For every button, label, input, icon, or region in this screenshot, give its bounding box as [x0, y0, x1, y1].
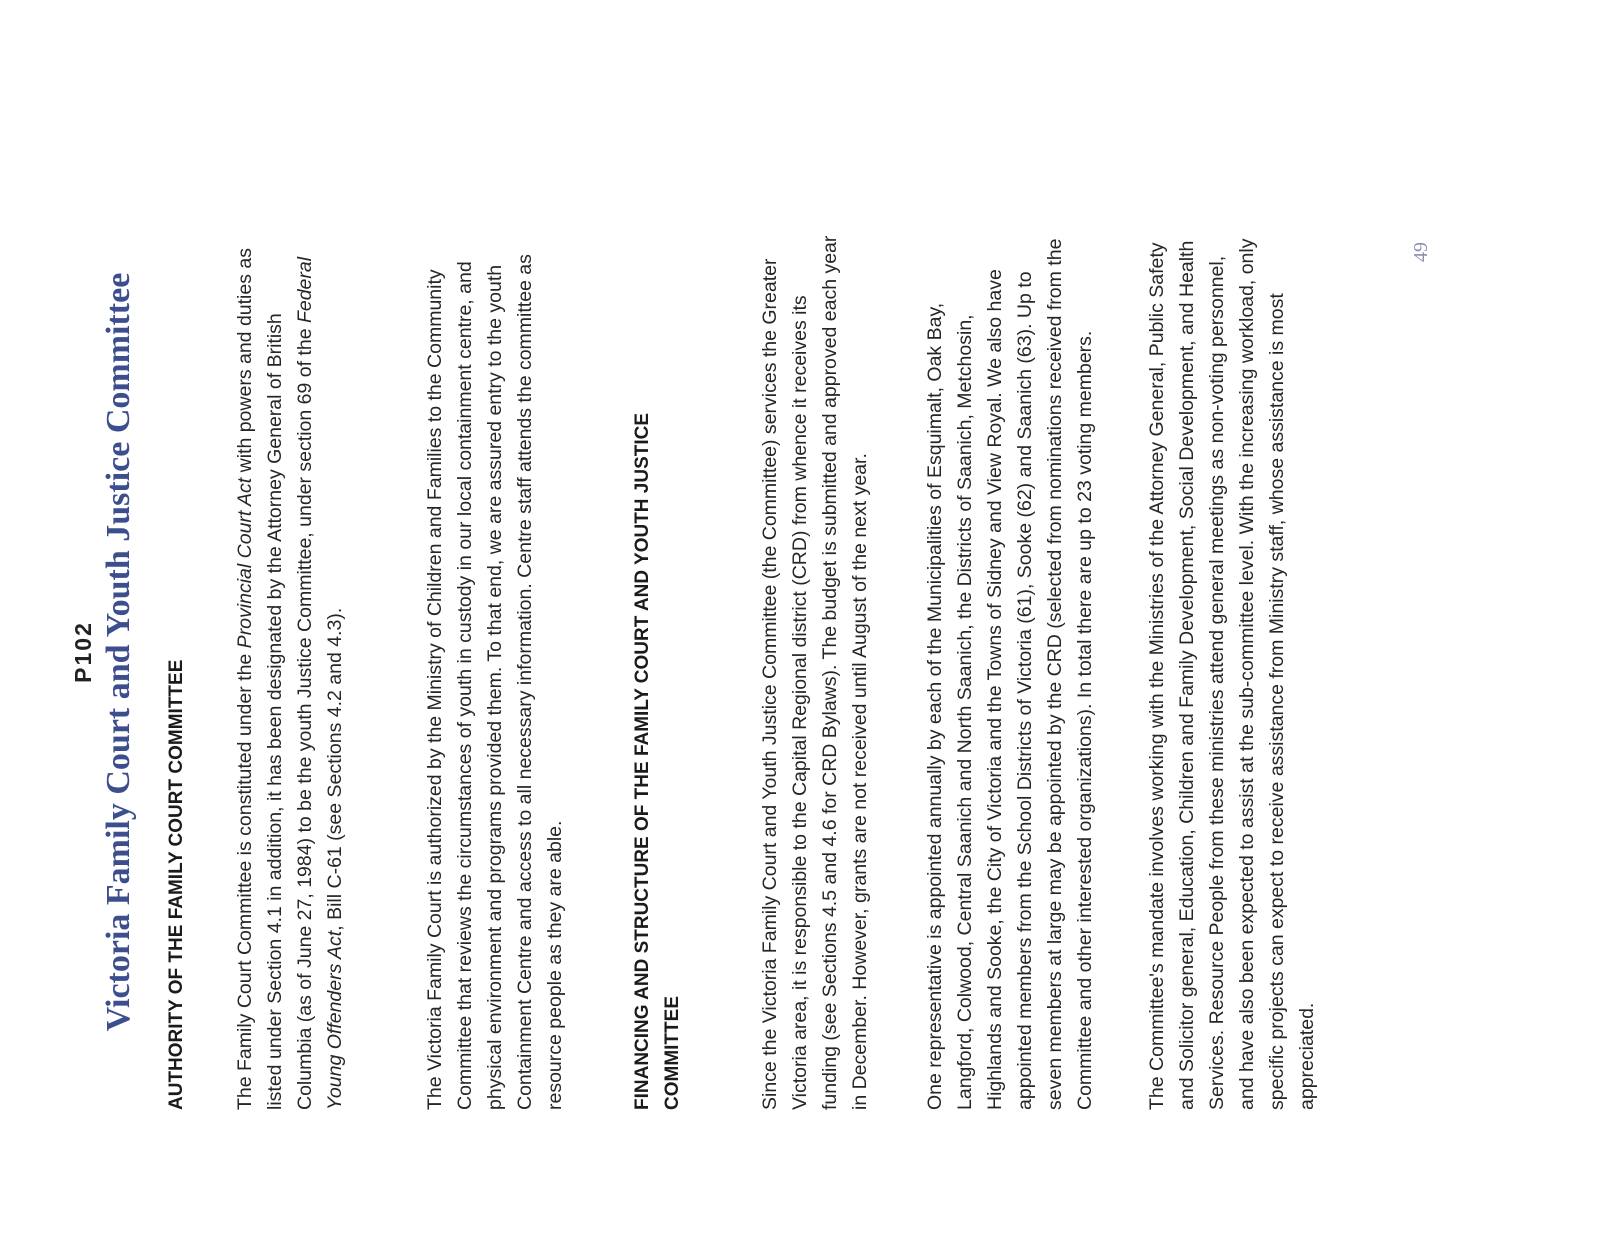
young-offenders-act: Federal Young Offenders Act — [294, 256, 346, 1110]
document-page — [70, 172, 1590, 1132]
authority-heading: AUTHORITY OF THE FAMILY COURT COMMITTEE — [166, 659, 187, 1110]
para1-text-c: , Bill C-61 (see Sections 4.2 and 4.3). — [324, 607, 346, 931]
financing-heading: FINANCING AND STRUCTURE OF THE FAMILY COURT AND YOUTH JUSTICE COMMITTEE — [632, 412, 683, 1110]
authority-paragraph-1 — [230, 230, 350, 1110]
financing-paragraph-3: The Committee's mandate involves working with the Ministries of the Attorney General, Public Safety and Solicitor general, Education, Children and Family Development, Social Development, and Health Services. Resource People from these ministries attend general meetings as non-voting personnel, and have also been expected to assist at the sub-committee level. With the increasing workload, only specific projects can expect to receive assistance from Ministry staff, whose assistance is most appreciated. — [1146, 238, 1318, 1110]
document-title: Victoria Family Court and Youth Justice Committee — [100, 272, 137, 1032]
para1-text-a: The Family Court Committee is constituted under the — [234, 648, 256, 1110]
authority-paragraph-2: The Victoria Family Court is authorized by the Ministry of Children and Families to the Community Committee that reviews the circumstances of youth in custody in our local containment centre, and physical environment and programs provided them. To that end, we are assured entry to the youth Containment Centre and access to all necessary information. Centre staff attends the committee as resource people as they are able. — [424, 254, 566, 1110]
financing-paragraph-2: One representative is appointed annually by each of the Municipalities of Esquimalt, Oak Bay, Langford, Colwood, Central Saanich and North Saanich, the Districts of Saanich, Metchosin, Highlands and Sooke, the City of Victoria and the Towns of Sidney and View Royal. We also have appointed members from the School Districts of Victoria (61), Sooke (62) and Saanich (63). Up to seven members at large may be appointed by the CRD (selected from nominations received from the Committee and other interested organizations). In total there are up to 23 voting members. — [924, 238, 1096, 1110]
page-number: 49 — [1410, 242, 1432, 262]
financing-paragraph-1: Since the Victoria Family Court and Youth Justice Committee (the Committee) services the Greater Victoria area, it is responsible to the Capital Regional district (CRD) from whence it receives its funding (see Sections 4.5 and 4.6 for CRD Bylaws). The budget is submitted and approved each year in December. However, grants are not received until August of the next year. — [759, 235, 871, 1110]
provincial-court-act: Provincial Court Act — [234, 477, 256, 649]
para1-text-b: with powers and duties as listed under Section 4.1 in addition, it has been designated by the Attorney General of British Columbia (as of June 27, 1984) to be the youth Justice Committee, under section 69 of the — [234, 248, 316, 1110]
page-code: P102 — [70, 621, 96, 683]
